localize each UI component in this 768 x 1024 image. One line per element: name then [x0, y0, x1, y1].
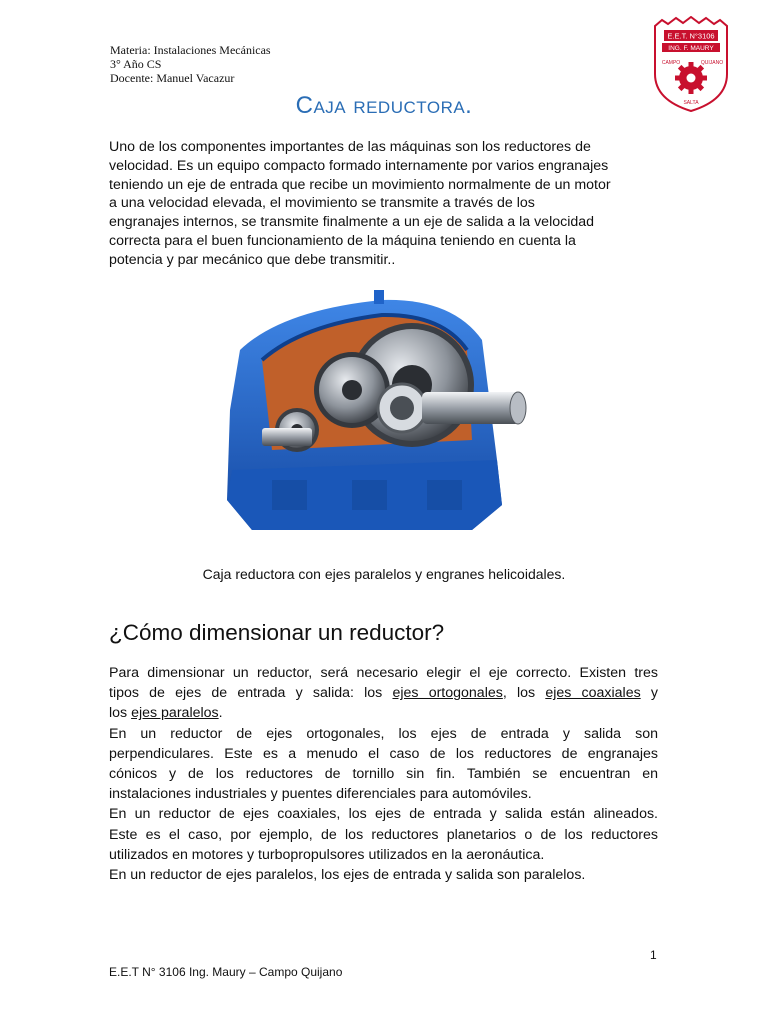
body-line: [109, 703, 658, 723]
body-line: En un reductor de ejes coaxiales, los ejes de entrada y salida están alineados.: [109, 806, 658, 823]
input-shaft: [262, 428, 312, 446]
link-ejes-coaxiales[interactable]: ejes coaxiales: [545, 685, 641, 702]
intro-line: velocidad. Es un equipo compacto formado internamente por varios engranajes: [109, 157, 609, 174]
intro-line: correcta para el buen funcionamiento de la máquina teniendo en cuenta la: [109, 232, 576, 249]
logo-bottom-text: SALTA: [683, 100, 699, 106]
intro-line: teniendo un eje de entrada que recibe un movimiento normalmente de un motor: [109, 176, 611, 193]
section-body: [109, 663, 658, 885]
body-fragment: tipos de ejes de entrada y salida: los: [109, 685, 393, 702]
figure-caption: Caja reductora con ejes paralelos y engranes helicoidales.: [202, 566, 566, 582]
page-footer: E.E.T N° 3106 Ing. Maury – Campo Quijano: [109, 965, 343, 979]
document-header: [110, 43, 271, 85]
logo-line1: E.E.T. N°3106: [667, 31, 715, 41]
gearbox-illustration: [212, 280, 552, 542]
body-line: [109, 683, 658, 703]
body-fragment: los: [109, 705, 132, 722]
page-title: Caja reductora.: [295, 92, 473, 119]
body-line: perpendiculares. Este es a menudo el caso de los reductores de engranajes: [109, 745, 658, 762]
body-line: instalaciones industriales y puentes diferenciales para automóviles.: [109, 786, 532, 803]
intro-line: potencia y par mecánico que debe transmitir..: [109, 251, 396, 268]
logo-left-text: CAMPO: [661, 60, 681, 66]
intro-line: a una velocidad elevada, el movimiento se transmite a través de los: [109, 195, 535, 212]
body-line: cónicos y de los reductores de tornillo sin fin. También se encuentran en: [109, 766, 658, 783]
teacher-line: Docente: Manuel Vacazur: [110, 71, 235, 85]
body-fragment: .: [218, 705, 223, 722]
logo-line2: ING. F. MAURY: [668, 45, 714, 52]
intro-line: engranajes internos, se transmite finalmente a un eje de salida a la velocidad: [109, 214, 595, 231]
page-number: 1: [650, 948, 657, 962]
body-line: En un reductor de ejes ortogonales, los ejes de entrada y salida son: [109, 725, 658, 742]
logo-right-text: QUIJANO: [700, 60, 724, 66]
section-heading: ¿Cómo dimensionar un reductor?: [109, 620, 445, 645]
output-shaft: [422, 392, 520, 424]
body-fragment: y: [640, 685, 658, 702]
body-line: Para dimensionar un reductor, será necesario elegir el eje correcto. Existen tres: [109, 665, 658, 681]
gear-icon: [675, 62, 707, 94]
body-line: En un reductor de ejes paralelos, los ejes de entrada y salida son paralelos.: [109, 867, 586, 884]
course-line: 3° Año CS: [110, 57, 162, 71]
intro-line: Uno de los componentes importantes de las máquinas son los reductores de: [109, 139, 591, 155]
body-line: Este es el caso, por ejemplo, de los reductores planetarios o de los reductores: [109, 826, 658, 843]
body-line: utilizados en motores y turbopropulsores utilizados en la aeronáutica.: [109, 846, 545, 863]
bearing: [378, 384, 426, 432]
subject-line: Materia: Instalaciones Mecánicas: [110, 43, 271, 57]
intro-paragraph: [109, 138, 639, 270]
link-ejes-paralelos[interactable]: ejes paralelos: [131, 705, 219, 722]
link-ejes-ortogonales[interactable]: ejes ortogonales: [392, 685, 503, 702]
body-fragment: , los: [502, 685, 546, 702]
